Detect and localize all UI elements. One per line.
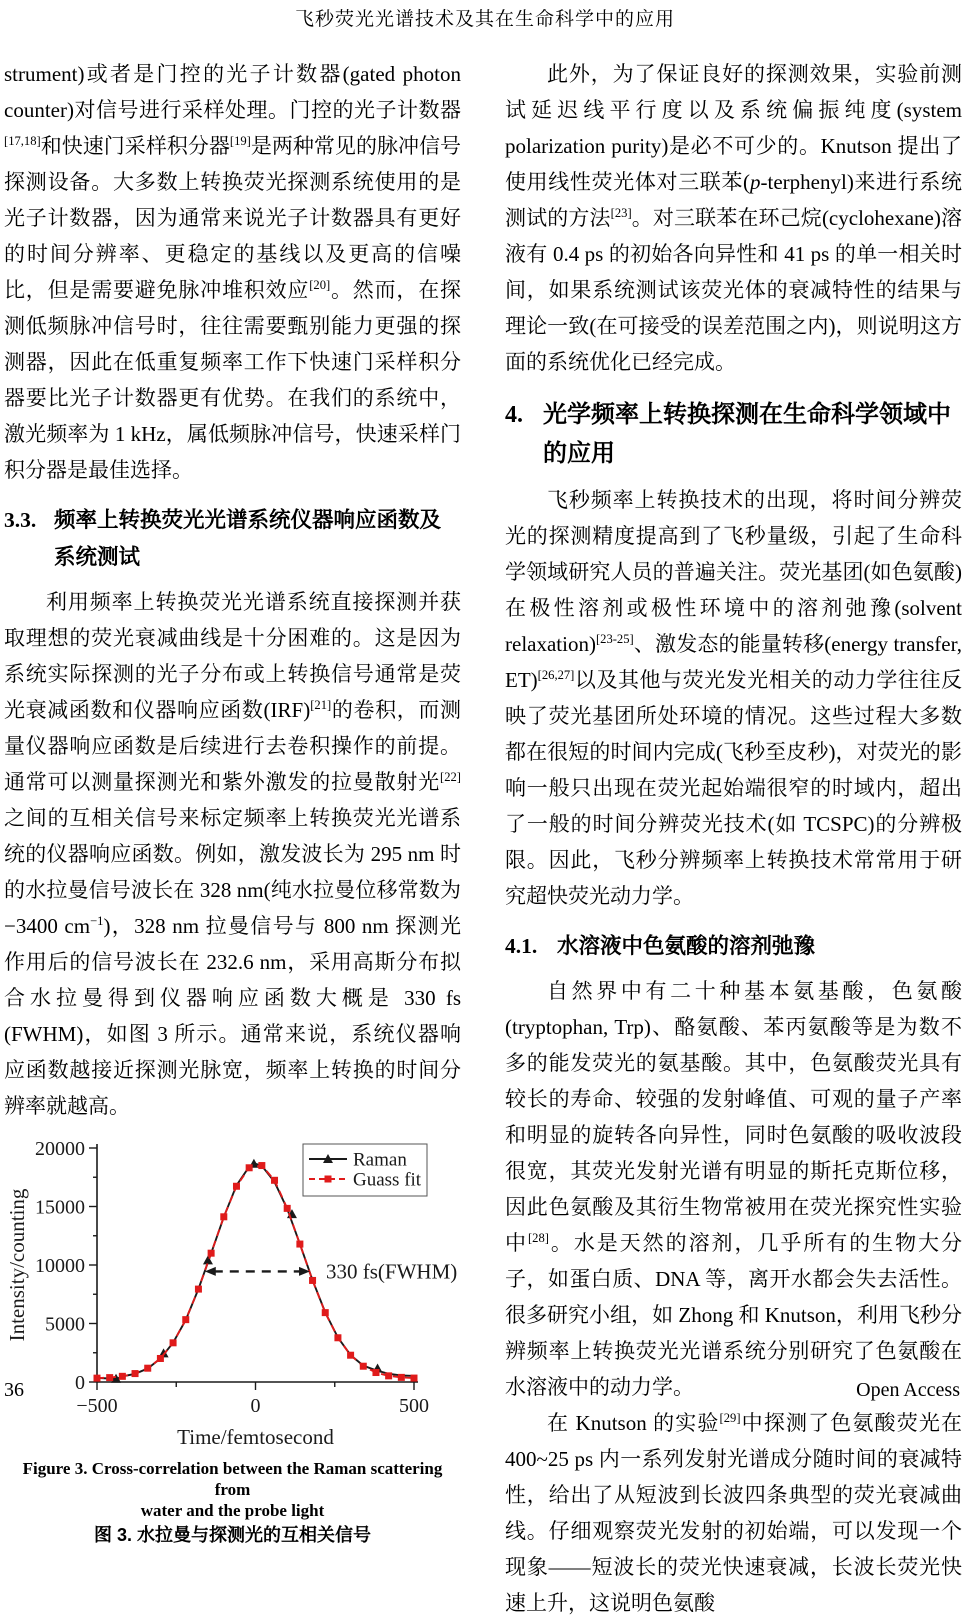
open-access-label: Open Access — [856, 1379, 960, 1401]
section-heading-3-3 — [4, 502, 461, 576]
figure-caption-zh: 图 3. 水拉曼与探测光的互相关信号 — [93, 1525, 371, 1545]
paragraph: 此外，为了保证良好的探测效果，实验前测试延迟线平行度以及系统偏振纯度(system polarization purity)是必不可少的。Knutson 提出了使用线性荧光体对三联苯(p-terphenyl)来进行系统测试的方法[23]。对三联苯在环己烷(cyclohexane)溶液有 0.4 ps 的初始各向异性和 41 ps 的单一相关时间，如果系统测试该荧光体的衰减特性的结果与理论一致(在可接受的误差范围之内)，则说明这方面的系统优化已经完成。 — [505, 62, 962, 374]
svg-text:Guass fit: Guass fit — [353, 1169, 422, 1191]
svg-text:0: 0 — [250, 1395, 261, 1417]
x-axis-label: Time/femtosecond — [177, 1425, 334, 1449]
section-title: 频率上转换荧光光谱系统仪器响应函数及系统测试 — [54, 508, 442, 569]
svg-text:20000: 20000 — [35, 1138, 85, 1160]
section-heading-4 — [505, 396, 962, 474]
svg-text:500: 500 — [399, 1395, 429, 1417]
fwhm-label: 330 fs(FWHM) — [326, 1259, 458, 1284]
svg-text:15000: 15000 — [35, 1196, 85, 1219]
page-number: 36 — [4, 1379, 24, 1401]
paragraph: 利用频率上转换荧光光谱系统直接探测并获取理想的荧光衰减曲线是十分困难的。这是因为系统实际探测的光子分布或上转换信号通常是荧光衰减函数和仪器响应函数(IRF)[21]的卷积，而测量仪器响应函数是后续进行去卷积操作的前提。通常可以测量探测光和紫外激发的拉曼散射光[22]之间的互相关信号来标定频率上转换荧光光谱系统的仪器响应函数。例如，激发波长为 295 nm 时的水拉曼信号波长在 328 nm(纯水拉曼位移常数为−3400 $cm^{-1}$)，328 nm 拉曼信号与 800 nm 探测光作用后的信号波长在 232.6 nm，采用高斯分布拟合水拉曼得到仪器响应函数大概是 330 fs (FWHM)，如图 3 所示。通常来说，系统仪器响应函数越接近探测光脉宽，频率上转换的时间分辨率就越高。 — [4, 590, 461, 1118]
page-footer — [4, 1379, 960, 1402]
legend — [303, 1144, 427, 1196]
svg-text:0: 0 — [75, 1372, 85, 1394]
svg-text:Raman: Raman — [353, 1149, 407, 1171]
paragraph: 在 Knutson 的实验[29]中探测了色氨酸荧光在 400~25 ps 内一系列发射光谱成分随时间的衰减特性，给出了从短波到长波四条典型的荧光衰减曲线。仔细观察荧光发射的初始端，可以发现一个现象——短波长的荧光快速衰减，长波长荧光快速上升，这说明色氨酸 — [505, 1411, 962, 1615]
figure-3-chart — [4, 1134, 466, 1454]
section-title: 光学频率上转换探测在生命科学领域中的应用 — [543, 402, 951, 467]
figure-3 — [4, 1134, 461, 1548]
section-number: 4. — [505, 402, 523, 428]
svg-text:10000: 10000 — [35, 1255, 85, 1277]
section-number: 4.1. — [505, 934, 538, 958]
figure-caption-en: Figure 3. Cross-correlation between the Raman scattering from — [22, 1459, 443, 1499]
paragraph: strument)或者是门控的光子计数器(gated photon counter)对信号进行采样处理。门控的光子计数器[17,18]和快速门采样积分器[19]是两种常见的脉冲信号探测设备。大多数上转换荧光探测系统使用的是光子计数器，因为通常来说光子计数器具有更好的时间分辨率、更稳定的基线以及更高的信噪比，但是需要避免脉冲堆积效应[20]。然而，在探测低频脉冲信号时，往往需要甄别能力更强的探测器，因此在低重复频率工作下快速门采样积分器要比光子计数器更有优势。在我们的系统中，激光频率为 1 kHz，属低频脉冲信号，快速采样门积分器是最佳选择。 — [4, 62, 462, 482]
paragraph: 飞秒频率上转换技术的出现，将时间分辨荧光的探测精度提高到了飞秒量级，引起了生命科学领域研究人员的普遍关注。荧光基团(如色氨酸)在极性溶剂或极性环境中的溶剂弛豫(solvent relaxation)[23-25]、激发态的能量转移(energy transfer, ET)[26,27]以及其他与荧光发光相关的动力学往往反映了荧光基团所处环境的情况。这些过程大多数都在很短的时间内完成(飞秒至皮秒)，对荧光的影响一般只出现在荧光起始端很窄的时域内，超出了一般的时间分辨荧光技术(如 TCSPC)的分辨极限。因此，飞秒分辨频率上转换技术常常用于研究超快荧光动力学。 — [505, 488, 962, 908]
figure-3-caption — [4, 1458, 461, 1548]
section-number: 3.3. — [4, 508, 37, 532]
svg-text:5000: 5000 — [45, 1313, 85, 1336]
figure-caption-en: water and the probe light — [140, 1501, 325, 1520]
y-axis-label: Intensity/counting — [5, 1188, 29, 1342]
section-title: 水溶液中色氨酸的溶剂弛豫 — [557, 934, 816, 958]
paragraph: 自然界中有二十种基本氨基酸，色氨酸(tryptophan, Trp)、酪氨酸、苯丙氨酸等是为数不多的能发荧光的氨基酸。其中，色氨酸荧光具有较长的寿命、较强的发射峰值、可观的量子产率和明显的旋转各向异性，同时色氨酸的吸收波段很宽，其荧光发射光谱有明显的斯托克斯位移，因此色氨酸及其衍生物常被用在荧光探究性实验中[28]。水是天然的溶剂，几乎所有的生物大分子，如蛋白质、DNA 等，离开水都会失去活性。很多研究小组，如 Zhong 和 Knutson，利用飞秒分辨频率上转换荧光光谱系统分别研究了色氨酸在水溶液中的动力学。 — [505, 979, 963, 1399]
svg-text:−500: −500 — [76, 1395, 118, 1417]
running-header: 飞秒荧光光谱技术及其在生命科学中的应用 — [294, 9, 675, 30]
section-heading-4-1 — [505, 928, 962, 965]
fwhm-annotation — [205, 1259, 457, 1283]
